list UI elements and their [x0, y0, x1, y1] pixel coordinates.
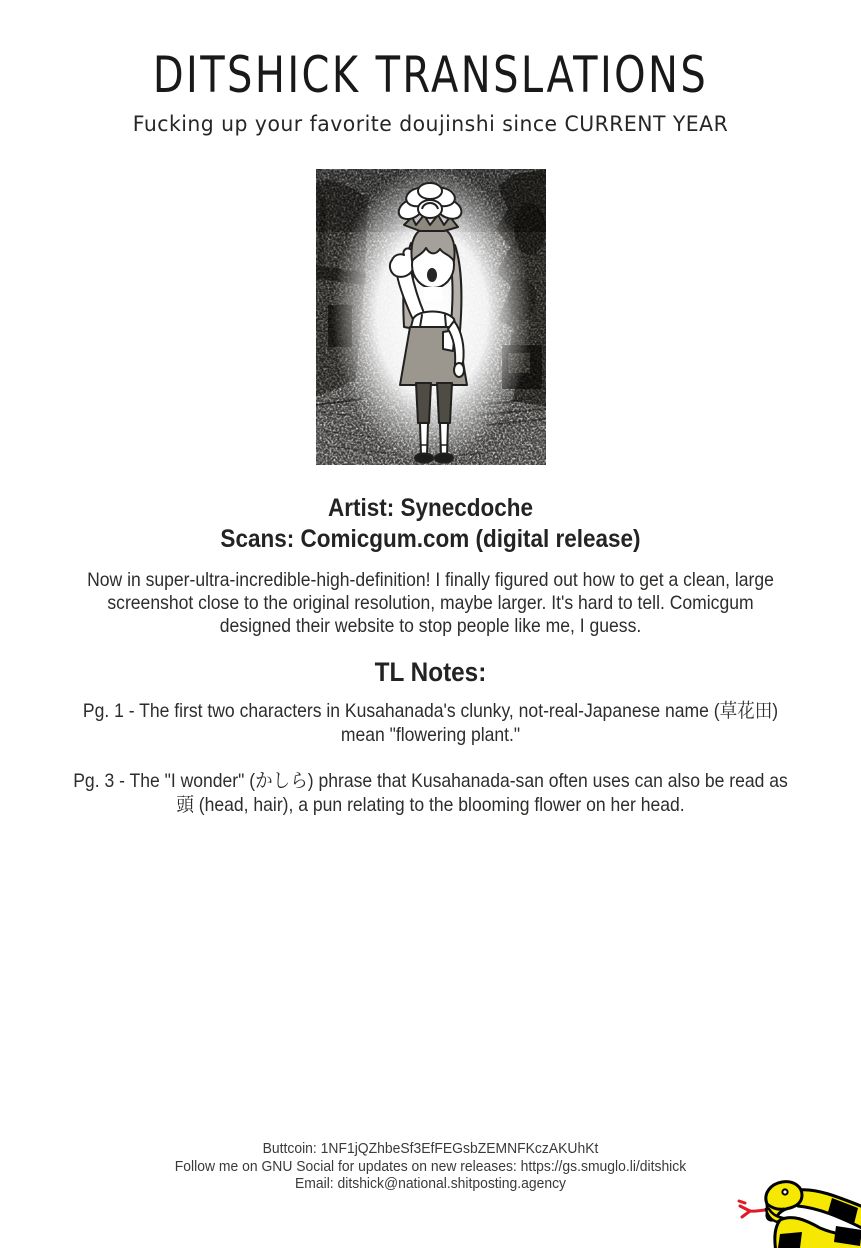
- note-line: Pg. 3 - The "I wonder" (かしら) phrase that Kusahanada-san often uses can also be read as: [73, 770, 788, 792]
- intro-line: designed their website to stop people like me, I guess.: [219, 615, 642, 637]
- manga-panel-illustration: [316, 169, 546, 465]
- note-line: Pg. 1 - The first two characters in Kusahanada's clunky, not-real-Japanese name (草花田): [82, 700, 779, 722]
- artist-credit: Artist: Synecdoche: [327, 494, 534, 522]
- manga-panel-image: [316, 169, 546, 465]
- email-line: Email: ditshick@national.shitposting.agency: [294, 1176, 567, 1192]
- intro-paragraph: [43, 569, 818, 638]
- intro-line: screenshot close to the original resolution, maybe larger. It's hard to tell. Comicgum: [107, 592, 754, 614]
- intro-line: Now in super-ultra-incredible-high-definition! I finally figured out how to get a clean, large: [87, 569, 774, 591]
- buttcoin-line: Buttcoin: 1NF1jQZhbeSf3EfFEGsbZEMNFKczAKUhKt: [262, 1141, 599, 1157]
- credits-section: [43, 493, 818, 555]
- scans-credit: Scans: Comicgum.com (digital release): [220, 525, 641, 553]
- tagline: Fucking up your favorite doujinshi since CURRENT YEAR: [132, 112, 729, 136]
- tl-notes-heading: TL Notes:: [374, 657, 487, 687]
- pixel-snake-icon: [736, 1178, 861, 1248]
- credits-page: [0, 46, 861, 1246]
- tl-note-pg3: [43, 769, 818, 817]
- note-line: mean "flowering plant.": [340, 724, 521, 746]
- footer: [17, 1141, 844, 1194]
- tl-note-pg1: [43, 699, 818, 747]
- gnu-social-line: Follow me on GNU Social for updates on new releases: https://gs.smuglo.li/ditshick: [174, 1158, 687, 1175]
- page-title: DITSHICK TRANSLATIONS: [152, 46, 709, 104]
- header: [0, 46, 861, 136]
- note-line: 頭 (head, hair), a pun relating to the blooming flower on her head.: [176, 794, 685, 816]
